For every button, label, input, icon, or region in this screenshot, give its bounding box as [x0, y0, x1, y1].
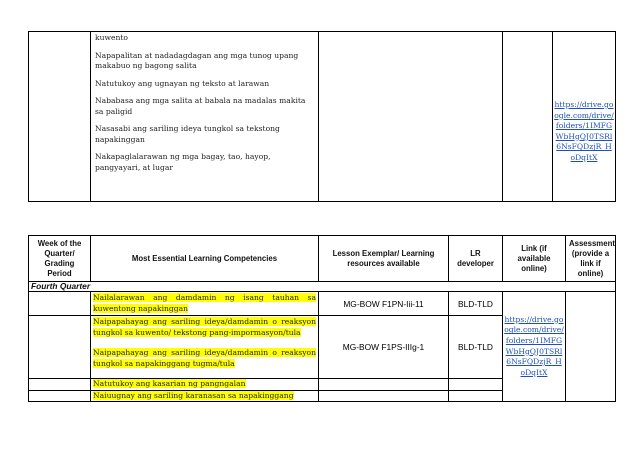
lesson-cell: [319, 390, 449, 402]
bottom-table: [28, 235, 616, 402]
lr-cell: BLD-TLD: [449, 316, 503, 379]
competency-line: kuwento: [95, 33, 129, 42]
competency-line: Nasasabi ang sariling ideya tungkol sa tekstong napakinggan: [95, 124, 280, 144]
competency-text: Naiuugnay ang sariling karanasan sa napakinggang: [93, 390, 294, 400]
lr-cell: BLD-TLD: [449, 292, 503, 316]
lesson-cell: [319, 379, 449, 391]
top-link-cell: [553, 32, 616, 202]
header-week: Week of the Quarter/ Grading Period: [29, 236, 91, 282]
top-week-cell: [29, 32, 91, 202]
top-lesson-cell: [319, 32, 503, 202]
competency-cell: [91, 316, 319, 379]
week-cell: [29, 390, 91, 402]
lesson-cell: MG-BOW F1PS-IIIg-1: [319, 316, 449, 379]
competency-cell: [91, 292, 319, 316]
header-lesson: Lesson Exemplar/ Learning resources available: [319, 236, 449, 282]
competency-text: Natutukoy ang kasarian ng pangngalan: [93, 379, 246, 388]
competency-line: Napapalitan at nadadagdagan ang mga tunog upang makabuo ng bagong salita: [95, 50, 299, 70]
competency-text: Naipapahayag ang sariling ideya/damdamin o reaksyon tungkol sa kuwento/ tekstong pang-impormasyon/tula: [93, 317, 316, 337]
top-competency-cell: [91, 32, 319, 202]
competency-line: Natutukoy ang ugnayan ng teksto at larawan: [95, 78, 270, 88]
lesson-cell: MG-BOW F1PN-Iii-11: [319, 292, 449, 316]
top-lr-cell: [503, 32, 553, 202]
competency-cell: [91, 390, 319, 402]
competency-line: Nababasa ang mga salita at babala na madalas makita sa paligid: [95, 96, 306, 116]
header-melc: Most Essential Learning Competencies: [91, 236, 319, 282]
header-assessment: Assessment (provide a link if online): [566, 236, 616, 282]
assessment-cell: [566, 292, 616, 402]
header-lr: LR developer: [449, 236, 503, 282]
week-cell: [29, 292, 91, 316]
week-cell: [29, 379, 91, 391]
week-cell: [29, 316, 91, 379]
competency-text: Naipapahayag ang sariling ideya/damdamin o reaksyon tungkol sa napakinggang tugma/tula: [93, 348, 316, 368]
competency-cell: [91, 379, 319, 391]
bottom-link-cell: [503, 292, 566, 402]
drive-link[interactable]: https://drive.google.com/drive/folders/1IMFGWbHgQJ0TSRl6NsFQDzjR_HoDqItX: [504, 314, 564, 377]
lr-cell: [449, 379, 503, 391]
competency-text: Nailalarawan ang damdamin ng isang tauhan sa kuwentong napakinggan: [93, 293, 316, 313]
competency-line: Nakapaglalarawan ng mga bagay, tao, hayop, pangyayari, at lugar: [95, 152, 271, 172]
quarter-label: Fourth Quarter: [29, 282, 616, 292]
top-table: [28, 31, 616, 202]
lr-cell: [449, 390, 503, 402]
header-link: Link (if available online): [503, 236, 566, 282]
drive-link[interactable]: https://drive.google.com/drive/folders/1IMFGWbHgQJ0TSRl6NsFQDzjR_HoDqItX: [554, 100, 614, 162]
